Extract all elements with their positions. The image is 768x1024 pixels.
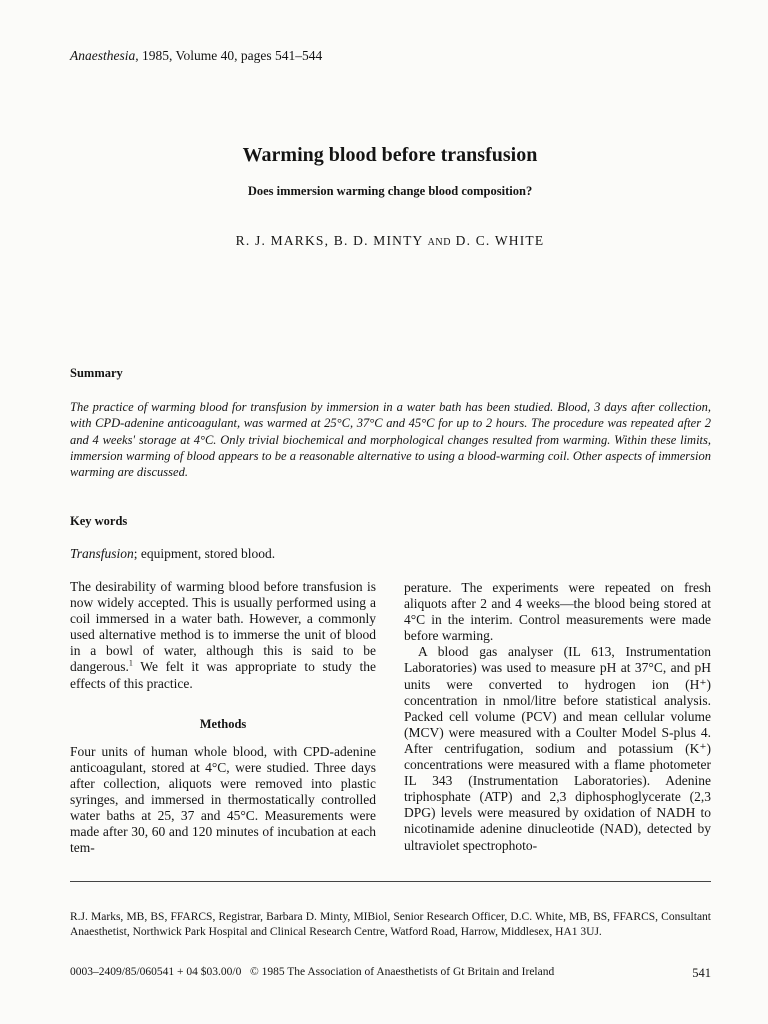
summary-heading: Summary [70, 366, 123, 380]
left-column [70, 579, 376, 856]
author-affiliations: R.J. Marks, MB, BS, FFARCS, Registrar, Barbara D. Minty, MIBiol, Senior Research Officer, D.C. White, MB, BS, FFARCS, Consultant Anaesthetist, Northwick Park Hospital and Clinical Research Centre, Watford Road, Harrow, Middlesex, HA1 3UJ. [70, 911, 711, 938]
article-title: Warming blood before transfusion [242, 144, 538, 166]
copyright-line [70, 966, 711, 978]
article-code: 0003–2409/85/060541 + 04 $03.00/0 [70, 966, 242, 978]
citation-details: , 1985, Volume 40, pages 541–544 [135, 48, 323, 63]
methods-heading: Methods [199, 716, 247, 731]
methods-paragraph-2: A blood gas analyser (IL 613, Instrumentation Laboratories) was used to measure pH at 37°C, and pH units were converted to hydrogen ion (H⁺) concentration in nmol/litre before statistical analysis. Packed cell volume (PCV) and mean cellular volume (MCV) were measured with a Coulter Model S-plus 4. After centrifugation, sodium and potassium (K⁺) concentrations were measured with a flame photometer IL 343 (Instrumentation Laboratories). Adenine triphosphate (ATP) and 2,3 diphosphoglycerate (2,3 DPG) levels were measured by oxidation of NADH to nicotinamide adenine dinucleotide (NAD), detected by ultraviolet spectrophoto- [404, 644, 711, 853]
methods-paragraph-1: Four units of human whole blood, with CPD-adenine anticoagulant, stored at 4°C, were studied. Three days after collection, aliquots were removed into plastic syringes, and immersed in thermostatically controlled water baths at 25, 37 and 45°C. Measurements were made after 30, 60 and 120 minutes of incubation at each tem- [70, 743, 376, 856]
intro-text-end: We felt it was appropriate to study the effects of this practice. [70, 659, 376, 691]
page-number: 541 [692, 966, 711, 980]
article-subtitle: Does immersion warming change blood composition? [247, 184, 533, 198]
keywords-heading: Key words [70, 514, 128, 528]
right-column [404, 580, 711, 854]
intro-text: The desirability of warming blood before transfusion is now widely accepted. This is usually performed using a coil immersed in a water bath. However, a commonly used alternative method is to immerse the unit of blood in a bowl of water, although this is said to be dangerous. [70, 579, 376, 675]
keyword-rest: ; equipment, stored blood. [133, 546, 276, 561]
authors-and: AND [427, 237, 452, 248]
methods-paragraph-1-continued: perature. The experiments were repeated on fresh aliquots after 2 and 4 weeks—the blood being stored at 4°C in the interim. Control measurements were made before warming. [404, 580, 711, 644]
journal-name: Anaesthesia [70, 48, 136, 63]
journal-citation [70, 48, 322, 64]
author-list [0, 233, 768, 249]
summary-text: The practice of warming blood for transfusion by immersion in a water bath has been studied. Blood, 3 days after collection, with CPD-adenine anticoagulant, was warmed at 25°C, 37°C and 45°C for up to 2 hours. The procedure was repeated after 2 and 4 weeks' storage at 4°C. Only trivial biochemical and morphological changes resulted from warming. Within these limits, immersion warming of blood appears to be a reasonable alternative to using a blood-warming coil. Other aspects of immersion warming are discussed. [70, 400, 711, 480]
authors-last: D. C. WHITE [455, 233, 545, 248]
authors-first: R. J. MARKS, B. D. MINTY [235, 233, 423, 248]
keyword-primary: Transfusion [70, 546, 134, 561]
intro-paragraph [70, 579, 376, 692]
footnote-divider [70, 881, 711, 882]
reference-marker: 1 [128, 658, 133, 668]
copyright-notice: © 1985 The Association of Anaesthetists of Gt Britain and Ireland [249, 966, 555, 978]
keywords-list [70, 546, 275, 562]
